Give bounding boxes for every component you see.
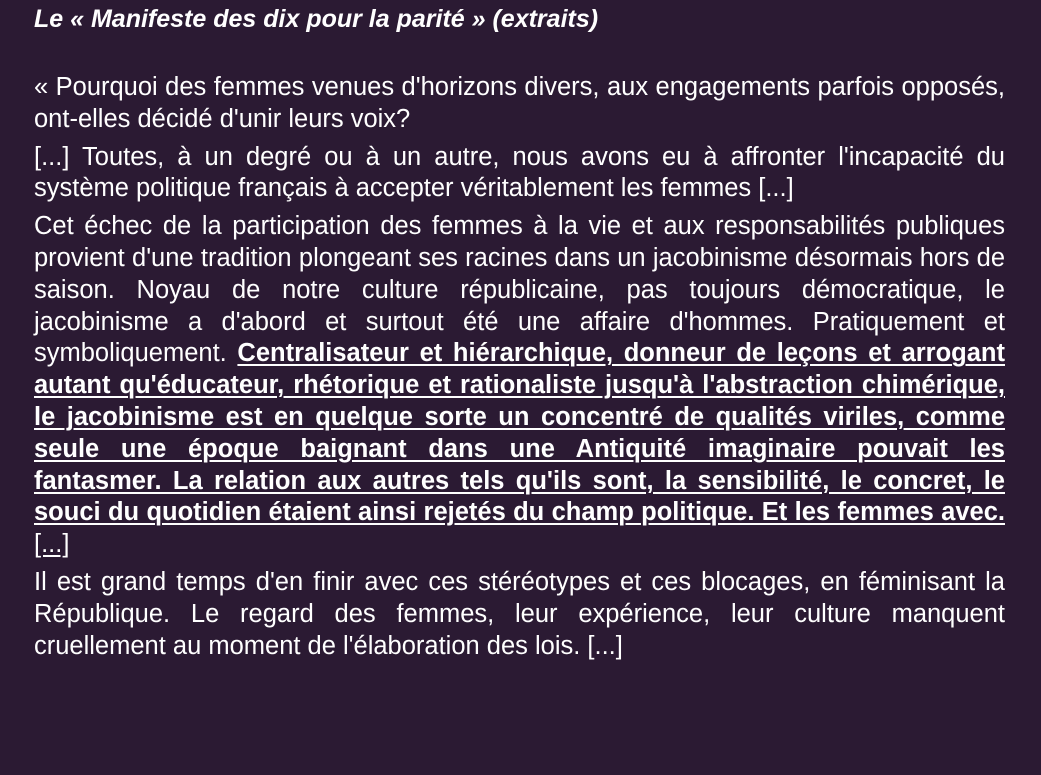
quote-text bbox=[34, 72, 1005, 662]
paragraph-1: « Pourquoi des femmes venues d'horizons divers, aux engagements parfois opposés, ont-elles décidé d'unir leurs voix? bbox=[34, 73, 1005, 133]
paragraph-3-text: Cet échec de la participation des femmes à la vie et aux responsabilités publiques provient d'une tradition plongeant ses racines dans un jacobinisme désormais hors de saison. Noyau de notre culture républicaine, pas toujours démocratique, le jacobinisme a d'abord et surtout été une affaire d'hommes. Pratiquement et symboliquement. bbox=[34, 212, 1005, 368]
paragraph-2: [...] Toutes, à un degré ou à un autre, nous avons eu à affronter l'incapacité du système politique français à accepter véritablement les femmes [...] bbox=[34, 142, 1005, 203]
paragraph-3-ellipsis: [...] bbox=[34, 530, 70, 559]
paragraph-4: Il est grand temps d'en finir avec ces stéréotypes et ces blocages, en féminisant la République. Le regard des femmes, leur expérience, leur culture manquent cruellement au moment de l'élaboration des lois. [...] bbox=[34, 567, 1005, 660]
slide-title: Le « Manifeste des dix pour la parité » (extraits) bbox=[34, 5, 599, 33]
paragraph-3 bbox=[34, 211, 1005, 561]
paragraph-3-emphasis: Centralisateur et hiérarchique, donneur de leçons et arrogant autant qu'éducateur, rhétorique et rationaliste jusqu'à l'abstraction chimérique, le jacobinisme est en quelque sorte un concentré de qualités viriles, comme seule une époque baignant dans une Antiquité imaginaire pouvait les fantasmer. La relation aux autres tels qu'ils sont, la sensibilité, le concret, le souci du quotidien étaient ainsi rejetés du champ politique. Et les femmes avec. bbox=[34, 339, 1005, 527]
